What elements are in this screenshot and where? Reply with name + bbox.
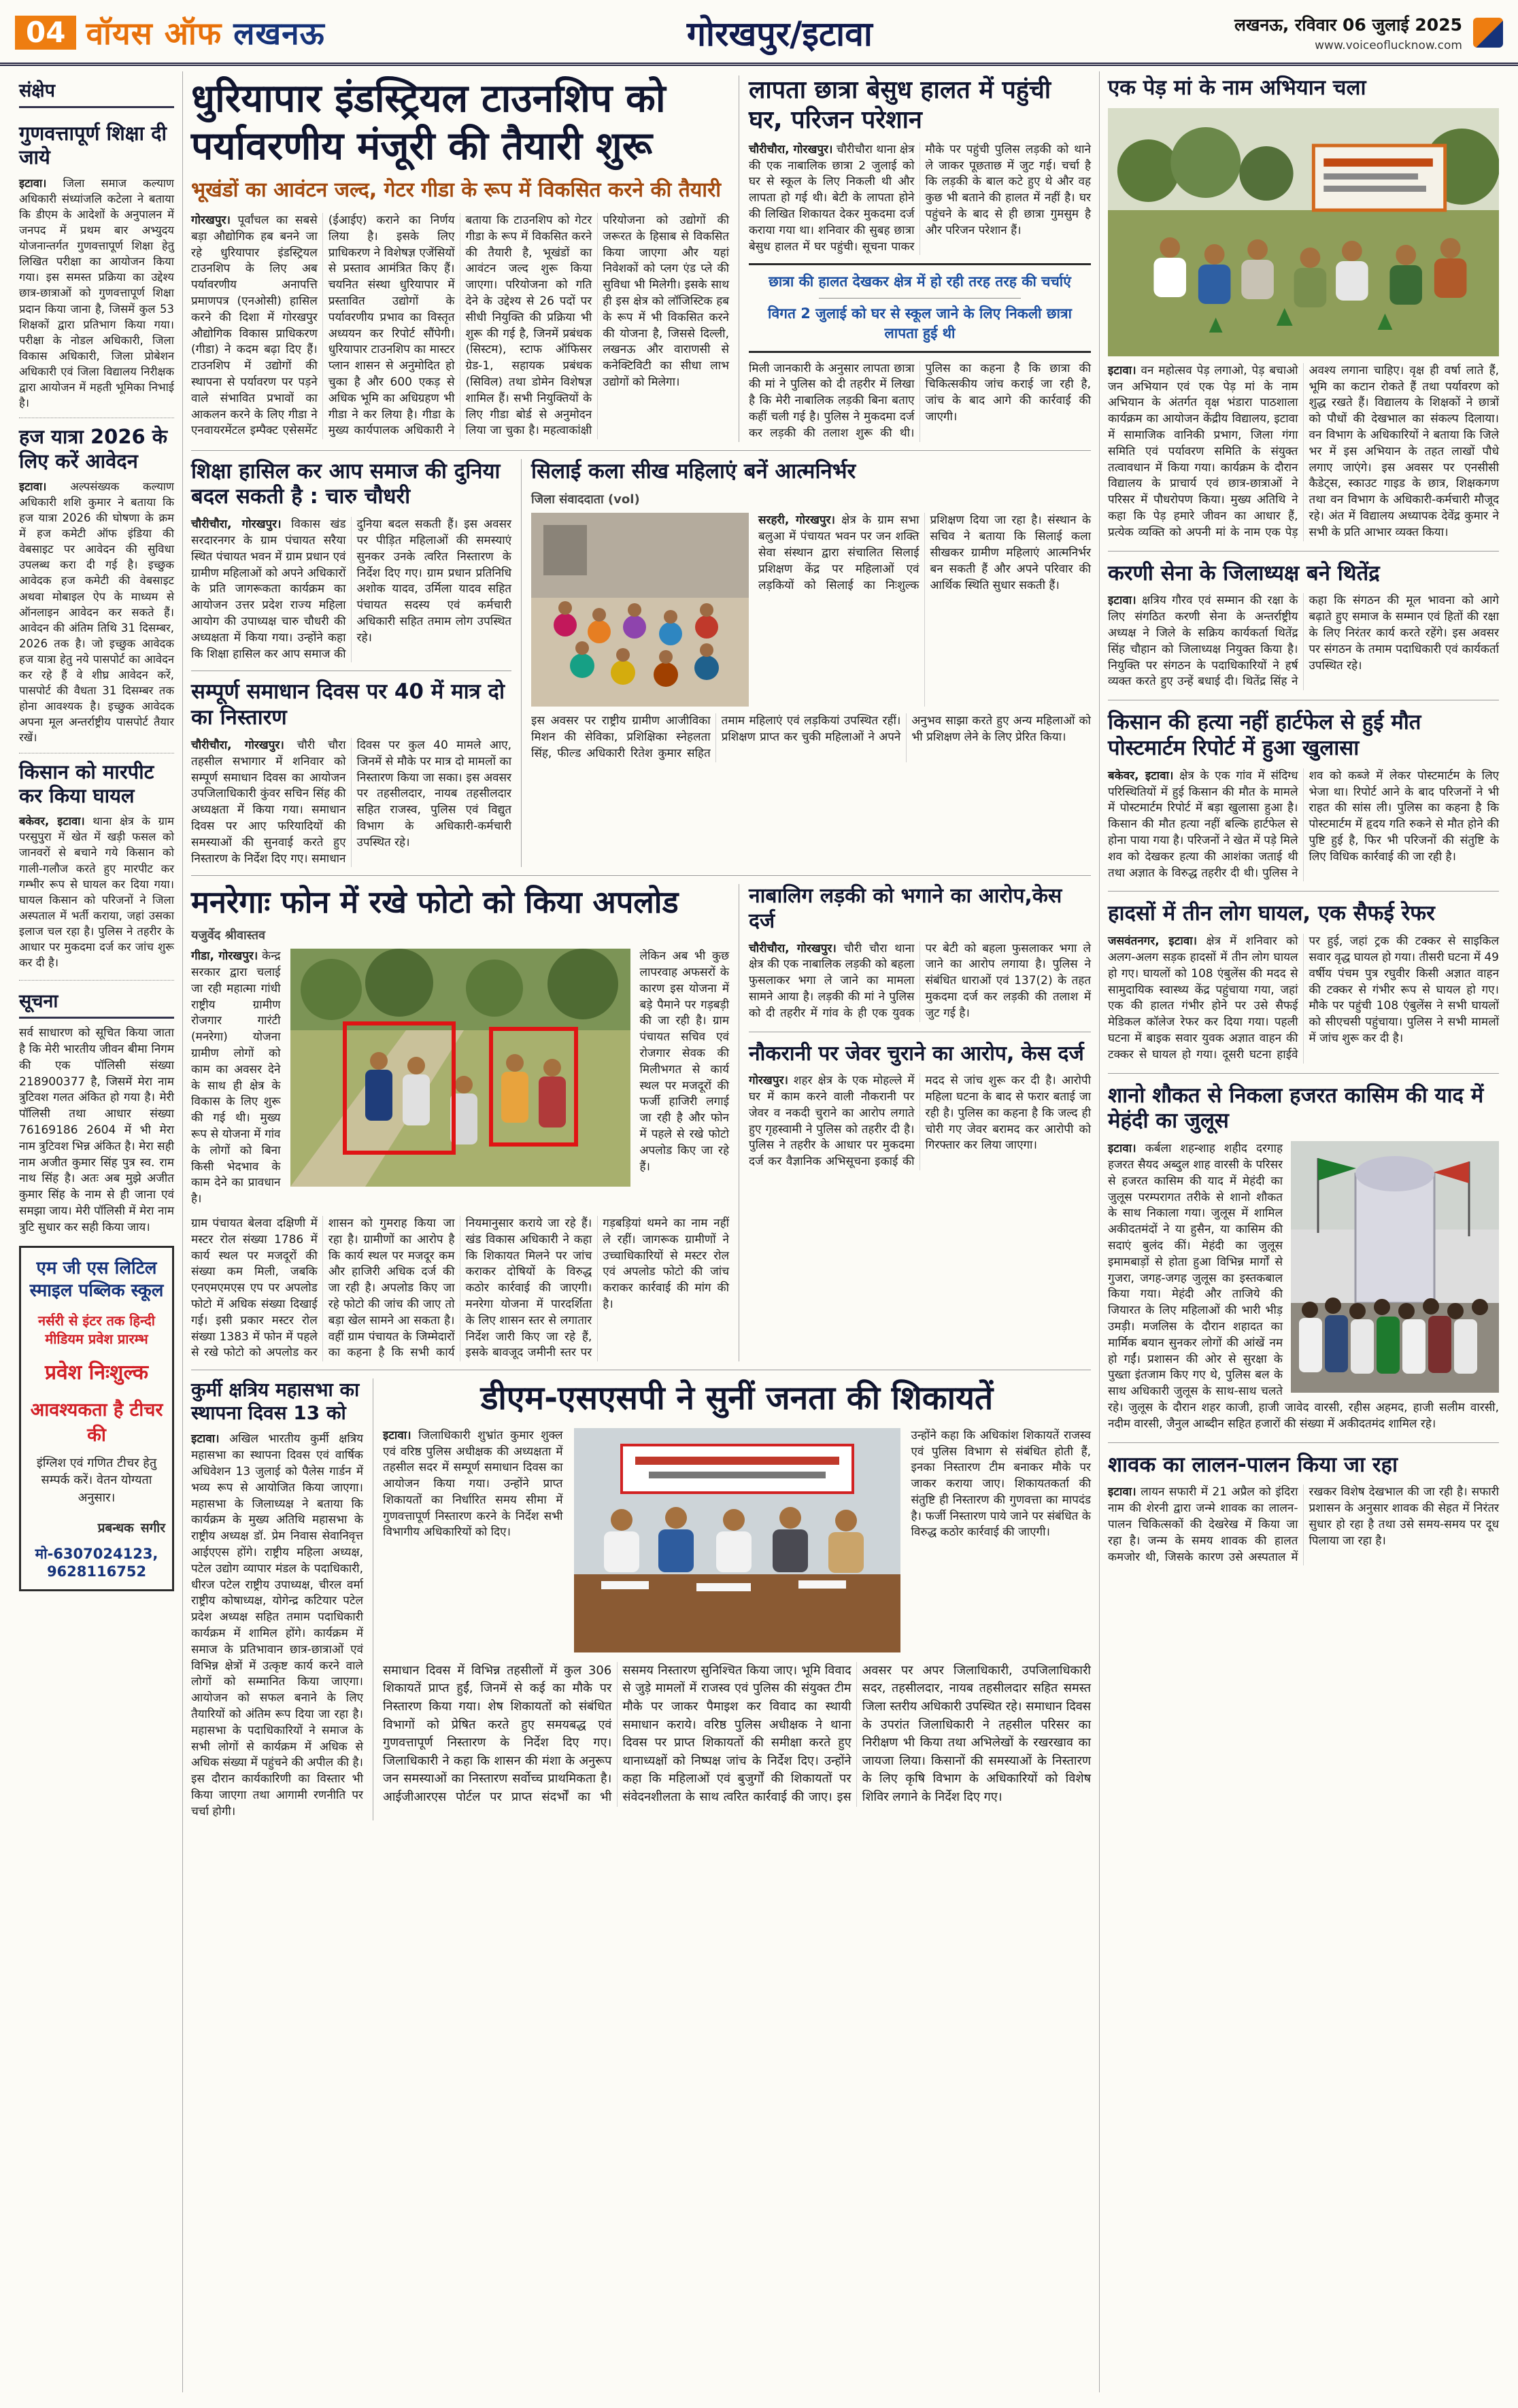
dm-ssp-body-1: जिलाधिकारी शुभ्रांत कुमार शुक्ल एवं वरिष्ठ पुलिस अधीक्षक की अध्यक्षता में तहसील सदर में सम्पूर्ण समाधान दिवस का आयोजन किया गया। उन्होंने प्राप्त शिकायतों का निर्धारित समय सीमा में गुणवत्तापूर्ण निस्तारण करने के निर्देश सभी विभागीय अधिकारियों को दिए। [383, 1428, 563, 1540]
dateline: गोरखपुर। [749, 1074, 788, 1088]
mnrega-body-1: केन्द्र सरकार द्वारा चलाई जा रही महात्मा गांधी राष्ट्रीय ग्रामीण रोजगार गारंटी (मनरेगा) योजना ग्रामीण लोगों को काम का अवसर देने के साथ ही क्षेत्र के विकास के लिए शुरू की गई थी। मुख्य रूप से योजना में गांव के लोगों को बिना किसी भेदभाव के काम देने का प्रावधान है। [191, 949, 281, 1206]
silai-top-row [531, 513, 1091, 707]
paper-name-part2: लखनऊ [222, 15, 325, 52]
lead-headline: धुरियापार इंडस्ट्रियल टाउनशिप को पर्यावरणीय मंजूरी की तैयारी शुरू [191, 76, 666, 169]
school-ad-teacher-wanted: आवश्यकता है टीचर की [30, 1400, 163, 1446]
dateline: सरहरी, गोरखपुर। [758, 513, 835, 528]
naukrani-headline: नौकरानी पर जेवर चुराने का आरोप, केस दर्ज [749, 1041, 1084, 1066]
mnrega-body-3: ग्राम पंचायत बेलवा दक्षिणी में मस्टर रोल संख्या 1786 में कार्य स्थल पर मजदूरों की संख्या कम मिली, जबकि एनएमएमएस एप पर अपलोड फोटो में अधिक संख्या दिखाई गई। इसी प्रकार मस्टर रोल संख्या 1383 में फोन में पहले से रखे फोटो को अपलोड कर शासन को गुमराह किया जा रहा है। ग्रामीणों का आरोप है कि कार्य स्थल पर मजदूर कम और हाजिरी अधिक दर्ज की जा रही है। अपलोड किए जा रहे फोटो की जांच की जाए तो बड़ा खेल सामने आ सकता है। वहीं ग्राम पंचायत के जिम्मेदारों का कहना है कि सभी कार्य नियमानुसार कराये जा रहे हैं। खंड विकास अधिकारी ने कहा कि शिकायत मिलने पर जांच कराकर दोषियों के विरुद्ध कठोर कार्रवाई की जाएगी। मनरेगा योजना में पारदर्शिता के लिए शासन स्तर से लगातार निर्देश जारी किए जा रहे हैं, इसके बावजूद जमीनी स्तर पर गड़बड़ियां थमने का नाम नहीं ले रहीं। जागरूक ग्रामीणों ने उच्चाधिकारियों से मस्टर रोल एवं अपलोड फोटो की जांच कराकर कार्रवाई की मांग की है। [191, 1216, 729, 1360]
page-content [0, 66, 1518, 2392]
cub-body: लायन सफारी में 21 अप्रैल को इंदिरा नाम की शेरनी द्वारा जन्मे शावक का लालन-पालन चिकित्सकों की देखरेख में किया जा रहा है। जन्म के समय शावक की हालत कमजोर थी, जिसके कारण उसे अस्पताल में रखकर विशेष देखभाल की जा रही है। सफारी प्रशासन के अनुसार शावक की सेहत में निरंतर सुधार हो रहा है तथा उसे समय-समय पर दूध पिलाया जा रहा है। [1108, 1485, 1499, 1564]
education-article [191, 459, 511, 663]
mehndi-body-wrap [1108, 1141, 1499, 1432]
kurmi-article [191, 1378, 373, 1820]
crime-stack [739, 884, 1091, 1361]
dateline: इटावा। [1108, 363, 1136, 377]
mnrega-byline: यजुर्वेद श्रीवास्तव [191, 928, 265, 943]
mehndi-body: कर्बला शहन्शाह शहीद दरगाह हजरत सैयद अब्दुल शाह वारसी के परिसर से हजरत कासिम की याद में मेहंदी का जुलूस परम्परागत तरीके से शानो शौकत के साथ निकाला गया। जुलूस में शामिल अकीदतमंदों ने या हुसैन, या कासिम की सदाएं बुलंद कीं। मेहंदी का जुलूस इमामबाड़ों से होता हुआ विभिन्न मार्गों से गुजरा, जगह-जगह जुलूस का इस्तकबाल किया गया। मेहंदी और ताजिये की जियारत के लिए महिलाओं की भारी भीड़ उमड़ी। मजलिस के दौरान शहादत का मार्मिक बयान सुनकर लोगों की आंखें नम हो गईं। प्रशासन की ओर से सुरक्षा के पुख्ता इंतजाम किए गए थे, पुलिस बल के साथ अधिकारी जुलूस के साथ-साथ चलते रहे। जुलूस के दौरान शहर काजी, हाजी जावेद वारसी, रहीस अहमद, हाजी सलीम वारसी, नदीम वारसी, जैनुल आब्दीन सहित हजारों की संख्या में अकीदतमंद शामिल रहे। [1108, 1142, 1499, 1431]
dateline: इटावा। [1108, 594, 1136, 608]
dm-ssp-body-2: उन्होंने कहा कि अधिकांश शिकायतें राजस्व एवं पुलिस विभाग से संबंधित होती हैं, इनका निस्तारण टीम बनाकर मौके पर जाकर कराया जाए। शिकायतकर्ता की संतुष्टि ही निस्तारण की गुणवत्ता का मापदंड है। फर्जी निस्तारण पाये जाने पर संबंधित के विरुद्ध कठोर कार्रवाई की जाएगी। [911, 1428, 1091, 1540]
dm-ssp-meeting-photo [574, 1428, 900, 1652]
dm-ssp-headline: डीएम-एसएसपी ने सुनीं जनता की शिकायतें [480, 1379, 994, 1418]
karni-headline: करणी सेना के जिलाध्यक्ष बने थितेंद्र [1108, 560, 1380, 586]
education-headline: शिक्षा हासिल कर आप समाज की दुनिया बदल सकती है : चारु चौधरी [191, 458, 501, 509]
dateline: इटावा। [1108, 1142, 1136, 1156]
dateline: बकेवर, इटावा। [1108, 768, 1174, 783]
silai-headline: सिलाई कला सीख महिलाएं बनें आत्मनिर्भर [531, 458, 856, 484]
center-row-2 [191, 450, 1091, 868]
school-ad-signoff [28, 1519, 165, 1536]
dateline: इटावा। [19, 176, 47, 190]
brief-headline: हज यात्रा 2026 के लिए करें आवेदन [19, 425, 168, 473]
mnrega-middle-row [191, 949, 729, 1208]
paper-name-part1: वॉयस ऑफ [86, 15, 222, 52]
dateline: गीडा, गोरखपुर। [191, 949, 258, 964]
karni-body: क्षत्रिय गौरव एवं सम्मान की रक्षा के लिए संगठित करणी सेना के अन्तर्राष्ट्रीय अध्यक्ष ने जिले के सक्रिय कार्यकर्ता थितेंद्र सिंह चौहान को जिलाध्यक्ष नियुक्त किया है। नियुक्ति पर संगठन के पदाधिकारियों ने हर्ष व्यक्त करते हुए उन्हें बधाई दी। थितेंद्र सिंह ने कहा कि संगठन की मूल भावना को आगे बढ़ाते हुए समाज के सम्मान एवं हितों की रक्षा के लिए निरंतर कार्य करते रहेंगे। इस अवसर पर संगठन के तमाम पदाधिकारी एवं कार्यकर्ता उपस्थित रहे। [1108, 594, 1499, 689]
page-number: 04 [15, 16, 76, 50]
silai-body-2: इस अवसर पर राष्ट्रीय ग्रामीण आजीविका मिशन की सेविका, प्रशिक्षिका स्नेहलता सिंह, फील्ड अधिकारी रितेश कुमार सहित तमाम महिलाएं एवं लड़कियां उपस्थित रहीं। प्रशिक्षण प्राप्त कर चुकी महिलाओं ने अपने अनुभव साझा करते हुए अन्य महिलाओं को भी प्रशिक्षण लेने के लिए प्रेरित किया। [531, 714, 1091, 760]
missing-girl-body: चौरीचौरा थाना क्षेत्र की एक नाबालिक छात्रा 2 जुलाई को घर से स्कूल के लिए निकली थी और लापता हो गई थी। बेटी के लापता होने की लिखित शिकायत देकर मुकदमा दर्ज कराया गया था। शनिवार की सुबह छात्रा बेसुध हालत में घर पहुंची। सूचना पाकर मौके पर पहुंची पुलिस लड़की को थाने ले जाकर पूछताछ में जुट गई। चर्चा है कि लड़की के बाल कटे हुए थे और वह कुछ भी बताने की हालत में नहीं है। घर पहुंचने के बाद से ही छात्रा गुमसुम है और परिजन परेशान हैं। [749, 142, 1091, 254]
missing-girl-body-2: मिली जानकारी के अनुसार लापता छात्रा की मां ने पुलिस को दी तहरीर में लिखा है कि मेरी नाबालिक लड़की बिना बताए कहीं चली गई है। पुलिस ने मुकदमा दर्ज कर लड़की की तलाश शुरू की थी। पुलिस का कहना है कि छात्रा की चिकित्सकीय जांच कराई जा रही है, जांच के बाद आगे की कार्रवाई की जाएगी। [749, 361, 1091, 440]
dm-ssp-article [373, 1378, 1091, 1820]
tree-body: वन महोत्सव पेड़ लगाओ, पेड़ बचाओ जन अभियान एवं एक पेड़ मां के नाम अभियान के अंतर्गत वृक्ष भंडारा पाठशाला कार्यक्रम का आयोजन केंद्रीय विद्यालय, इटावा में सामाजिक वानिकी प्रभाग, जिला गंगा समिति एवं पर्यावरण समिति के संयुक्त तत्वावधान में किया गया। कार्यक्रम के दौरान विद्यालय के प्राचार्य एवं छात्र-छात्राओं ने परिसर में पौधरोपण किया। मुख्य अतिथि ने कहा कि पेड़ हमारे जीवन का आधार हैं, प्रत्येक व्यक्ति को अपनी मां के नाम एक पेड़ अवश्य लगाना चाहिए। वृक्ष ही वर्षा लाते हैं, भूमि का कटान रोकते हैं तथा पर्यावरण को शुद्ध रखते हैं। विद्यालय के शिक्षकों ने छात्रों को पौधों की देखभाल का संकल्प दिलाया। वन विभाग के अधिकारियों ने बताया कि जिले भर में इस अभियान के तहत लाखों पौधे लगाए जाएंगे। इस अवसर पर एनसीसी कैडेट्स, स्काउट गाइड के छात्र, शिक्षकगण तथा वन विभाग के अधिकारी-कर्मचारी मौजूद रहे। अंत में विद्यालय अध्यापक देवेंद्र कुमार ने सभी के प्रति आभार व्यक्त किया। [1108, 363, 1499, 539]
center-row-1 [191, 75, 1091, 442]
samadhan-article [191, 671, 511, 867]
paper-name [86, 12, 324, 54]
silai-byline: जिला संवाददाता (vol) [531, 492, 640, 507]
brief-body: जिला समाज कल्याण अधिकारी संध्यांजलि कटेला ने बताया कि डीएम के आदेशों के अनुपालन में जनपद में प्रथम बार अभ्युदय योजनान्तर्गत गुणवत्तापूर्ण शिक्षा हेतु लिखित परीक्षा का आयोजन किया गया। इस समस्त प्रक्रिया का उद्देश्य छात्र-छात्राओं को गुणवत्तापूर्ण शिक्षा प्रदान किया जाना है, जिसमें कुल 53 शिक्षकों द्वारा प्रतिभाग किया गया। परीक्षा के नोडल अधिकारी, जिला विकास अधिकारी, जिला प्रोबेशन अधिकारी एवं जिला विद्यालय निरीक्षक द्वारा आयोजन में महती भूमिका निभाई है। [19, 176, 174, 410]
public-notice [19, 980, 174, 1236]
nabalig-article [749, 884, 1091, 1021]
mehndi-procession-photo [1291, 1141, 1499, 1393]
dateline: इटावा। [19, 479, 47, 493]
dateline: जसवंतनगर, इटावा। [1108, 934, 1198, 949]
edition-date: लखनऊ, रविवार 06 जुलाई 2025 [1234, 15, 1462, 35]
accidents-body: क्षेत्र में शनिवार को अलग-अलग सड़क हादसों में तीन लोग घायल हो गए। घायलों को 108 एंबुलेंस की मदद से सामुदायिक स्वास्थ्य केंद्र पहुंचाया गया, जहां एक की हालत गंभीर होने पर उसे सैफई मेडिकल कॉलेज रेफर कर दिया गया। पहली घटना में बाइक सवार युवक अज्ञात वाहन की टक्कर से घायल हो गया। दूसरी घटना हाईवे पर हुई, जहां ट्रक की टक्कर से साइकिल सवार वृद्ध घायल हो गया। तीसरी घटना में 49 वर्षीय पंचम पुत्र रघुवीर किसी अज्ञात वाहन की टक्कर से गंभीर रूप से घायल हो गए। मौके पर पहुंची 108 एंबुलेंस ने सभी घायलों को सीएचसी पहुंचाया। पुलिस ने सभी मामलों में जांच शुरू कर दी है। [1108, 934, 1499, 1062]
brief-headline: गुणवत्तापूर्ण शिक्षा दी जाये [19, 122, 167, 169]
quote-1: छात्रा की हालत देखकर क्षेत्र में हो रही तरह तरह की चर्चाएं [769, 273, 1071, 290]
kurmi-body: अखिल भारतीय कुर्मी क्षत्रिय महासभा का स्थापना दिवस एवं वार्षिक अधिवेशन 13 जुलाई को पैलेस गार्डन में भव्य रूप से आयोजित किया जाएगा। महासभा के जिलाध्यक्ष ने बताया कि कार्यक्रम के मुख्य अतिथि महासभा के राष्ट्रीय अध्यक्ष डॉ. प्रेम निवास सेवानिवृत्त आईएएस होंगे। राष्ट्रीय महिला अध्यक्ष, पटेल उद्योग व्यापार मंडल के पदाधिकारी, धीरज पटेल राष्ट्रीय उपाध्यक्ष, चीरल वर्मा राष्ट्रीय कोषाध्यक्ष, योगेन्द्र कटियार पटेल प्रदेश अध्यक्ष सहित तमाम पदाधिकारी कार्यक्रम में शामिल होंगे। कार्यक्रम में समाज के प्रतिभावान छात्र-छात्राओं एवं विभिन्न क्षेत्रों में उत्कृष्ट कार्य करने वाले लोगों को सम्मानित किया जाएगा। आयोजन को सफल बनाने के लिए तैयारियों को अंतिम रूप दिया जा रहा है। महासभा के पदाधिकारियों ने समाज के सभी लोगों से कार्यक्रम में अधिक से अधिक संख्या में पहुंचने की अपील की है। इस दौरान कार्यकारिणी का विस्तार भी किया जाएगा तथा आगामी रणनीति पर चर्चा होगी। [191, 1432, 364, 1818]
missing-girl-article [739, 75, 1091, 442]
mnrega-article [191, 884, 739, 1361]
brief-headline: किसान को मारपीट कर किया घायल [19, 760, 154, 807]
samadhan-headline: सम्पूर्ण समाधान दिवस पर 40 में मात्र दो का निस्तारण [191, 679, 505, 730]
notice-body: सर्व साधारण को सूचित किया जाता है कि मेरी भारतीय जीवन बीमा निगम की एक पॉलिसी संख्या 218900377 है, जिसमें मेरा नाम त्रुटिवश गलत अंकित हो गया है। मेरी पॉलिसी तथा आधार संख्या 76169186 2604 में भी मेरा नाम त्रुटिवश भिन्न अंकित है। मेरा सही नाम अजीत कुमार सिंह पुत्र स्व. राम नाथ सिंह है। अतः अब मुझे अजीत कुमार सिंह के नाम से ही जाना एवं समझा जाय। मेरी पॉलिसी में मेरा नाम त्रुटि सुधार कर सही किया जाय। [19, 1026, 174, 1234]
nabalig-body: चौरी चौरा थाना क्षेत्र की एक नाबालिक लड़की को बहला फुसलाकर भगा ले जाने का मामला सामने आया है। लड़की की मां ने पुलिस को दी तहरीर में गांव के ही एक युवक पर बेटी को बहला फुसलाकर भगा ले जाने का आरोप लगाया है। पुलिस ने संबंधित धाराओं एवं 137(2) के तहत मुकदमा दर्ज कर लड़की की तलाश में जुट गई है। [749, 941, 1091, 1020]
mnrega-worksite-photo [290, 949, 630, 1187]
school-ad-free-admission: प्रवेश निःशुल्क [44, 1361, 149, 1385]
school-ad-admission-line: नर्सरी से इंटर तक हिन्दी मीडियम प्रवेश प्रारम्भ [38, 1312, 155, 1348]
naukrani-article [749, 1032, 1091, 1170]
brief-article-farmer-assault [19, 753, 174, 978]
briefs-column [11, 71, 182, 2392]
tree-campaign-article [1108, 75, 1499, 541]
dm-ssp-body-3: समाधान दिवस में विभिन्न तहसीलों में कुल 306 शिकायतें प्राप्त हुईं, जिनमें से कई का मौके पर निस्तारण किया गया। शेष शिकायतों को संबंधित विभागों को प्रेषित करते हुए समयबद्ध एवं गुणवत्तापूर्ण निस्तारण के निर्देश दिए गए। जिलाधिकारी ने कहा कि शासन की मंशा के अनुरूप जन समस्याओं का निस्तारण सर्वोच्च प्राथमिकता है। आईजीआरएस पोर्टल पर प्राप्त संदर्भों का भी ससमय निस्तारण सुनिश्चित किया जाए। भूमि विवाद से जुड़े मामलों में राजस्व एवं पुलिस की संयुक्त टीम मौके पर जाकर पैमाइश कर विवाद का स्थायी समाधान कराये। वरिष्ठ पुलिस अधीक्षक ने थाना दिवस पर प्राप्त शिकायतों की समीक्षा करते हुए थानाध्यक्षों को निष्पक्ष जांच के निर्देश दिए। उन्होंने कहा कि महिलाओं एवं बुजुर्गों की शिकायतों पर संवेदनशीलता के साथ त्वरित कार्रवाई की जाए। इस अवसर पर अपर जिलाधिकारी, उपजिलाधिकारी सदर, तहसीलदार, नायब तहसीलदार सहित समस्त जिला स्तरीय अधिकारी उपस्थित रहे। समाधान दिवस के उपरांत जिलाधिकारी ने तहसील परिसर का निरीक्षण भी किया तथा अभिलेखों के रखरखाव का जायजा लिया। किसानों की समस्याओं के निस्तारण के लिए कृषि विभाग के अधिकारियों को विशेष शिविर लगाने के निर्देश दिए गए। [383, 1663, 1091, 1805]
mehndi-procession-article [1108, 1073, 1499, 1433]
cub-headline: शावक का लालन-पालन किया जा रहा [1108, 1452, 1398, 1477]
masthead-left [15, 12, 325, 54]
education-stack [191, 459, 522, 868]
nabalig-headline: नाबालिग लड़की को भगाने का आरोप,केस दर्ज [749, 884, 1062, 933]
tree-headline: एक पेड़ मां के नाम अभियान चला [1108, 75, 1366, 100]
dateline: इटावा। [1108, 1485, 1136, 1499]
naukrani-body: शहर क्षेत्र के एक मोहल्ले में घर में काम करने वाली नौकरानी पर जेवर व नकदी चुराने का आरोप लगाते हुए गृहस्वामी ने पुलिस को तहरीर दी है। पुलिस ने तहरीर के आधार पर मुकदमा दर्ज कर वैज्ञानिक अभिसूचना इकाई की मदद से जांच शुरू कर दी है। आरोपी महिला घटना के बाद से फरार बताई जा रही है। पुलिस का कहना है कि जल्द ही चोरी गए जेवर बरामद कर आरोपी को गिरफ्तार कर लिया जाएगा। [749, 1074, 1091, 1169]
dateline: इटावा। [383, 1428, 411, 1442]
brief-body: अल्पसंख्यक कल्याण अधिकारी शशि कुमार ने बताया कि हज यात्रा 2026 की घोषणा के क्रम में हज कमेटी ऑफ इंडिया की वेबसाइट पर आवेदन की सुविधा उपलब्ध करा दी गई है। इच्छुक आवेदक हज कमेटी की वेबसाइट अथवा मोबाइल ऐप के माध्यम से ऑनलाइन आवेदन कर सकते हैं। आवेदन की अंतिम तिथि 31 दिसम्बर, 2026 तक है। जो इच्छुक आवेदक हज यात्रा हेतु नये पासपोर्ट का आवेदन कर रहे हैं वे शीघ्र आवेदन करें, पासपोर्ट की वैधता 31 दिसम्बर तक होना आवश्यक है। इच्छुक आवेदक अपना मूल अन्तर्राष्ट्रीय पासपोर्ट तैयार रखें। [19, 479, 174, 745]
right-column [1099, 71, 1507, 2392]
missing-girl-headline: लापता छात्रा बेसुध हालत में पहुंची घर, परिजन परेशान [749, 76, 1051, 134]
farmer-death-body: क्षेत्र के एक गांव में संदिग्ध परिस्थितियों में हुई किसान की मौत के मामले में पोस्टमार्टम रिपोर्ट में बड़ा खुलासा हुआ है। किसान की मौत हत्या नहीं बल्कि हार्टफेल से होना पाया गया है। परिजनों ने खेत में पड़े मिले शव को देखकर हत्या की आशंका जताई थी तथा अज्ञात के विरुद्ध तहरीर दी थी। पुलिस ने शव को कब्जे में लेकर पोस्टमार्टम के लिए भेजा था। रिपोर्ट आने के बाद परिजनों ने भी राहत की सांस ली। पुलिस का कहना है कि पोस्टमार्टम में हृदय गति रुकने से मौत होने की पुष्टि हुई है, फिर भी परिजनों की संतुष्टि के लिए विधिक कार्रवाई की जा रही है। [1108, 768, 1499, 880]
brief-article-haj-2026 [19, 418, 174, 752]
mehndi-headline: शानो शौकत से निकला हजरत कासिम की याद में मेहंदी का जुलूस [1108, 1083, 1484, 1134]
farmer-death-article [1108, 700, 1499, 881]
silai-training-photo [531, 513, 749, 707]
dm-ssp-middle-row [383, 1428, 1091, 1652]
briefs-label: संक्षेप [19, 75, 174, 108]
accidents-headline: हादसों में तीन लोग घायल, एक सैफई रेफर [1108, 901, 1435, 926]
dm-ssp-photo-graphic [574, 1428, 900, 1652]
kurmi-headline: कुर्मी क्षत्रिय महासभा का स्थापना दिवस 13 को [191, 1378, 360, 1425]
school-ad-title: एम जी एस लिटिल स्माइल पब्लिक स्कूल [29, 1257, 164, 1302]
lead-subhead: भूखंडों का आवंटन जल्द, गेटर गीडा के रूप में विकसित करने की तैयारी [191, 178, 722, 203]
lead-body: पूर्वांचल का सबसे बड़ा औद्योगिक हब बनने जा रहे धुरियापार इंडस्ट्रियल टाउनशिप के लिए अब पर्यावरणीय अनापत्ति प्रमाणपत्र (एनओसी) हासिल करने की दिशा में गोरखपुर औद्योगिक विकास प्राधिकरण (गीडा) ने कदम बढ़ा दिए हैं। टाउनशिप में उद्योगों की स्थापना से पर्यावरण पर पड़ने वाले संभावित प्रभावों का आकलन करने के लिए गीडा ने एनवायरमेंटल इम्पैक्ट एसेसमेंट (ईआईए) कराने का निर्णय लिया है। इसके लिए प्राधिकरण ने विशेषज्ञ एजेंसियों से प्रस्ताव आमंत्रित किए हैं। चयनित संस्था धुरियापार में प्रस्तावित उद्योगों के पर्यावरणीय प्रभाव का विस्तृत अध्ययन कर रिपोर्ट सौंपेगी। धुरियापार टाउनशिप का मास्टर प्लान शासन से अनुमोदित हो चुका है और 600 एकड़ से अधिक भूमि का अधिग्रहण भी गीडा ने कर लिया है। गीडा के मुख्य कार्यपालक अधिकारी ने बताया कि टाउनशिप को गेटर गीडा के रूप में विकसित करने की तैयारी है, भूखंडों का आवंटन जल्द शुरू किया जाएगा। परियोजना को गति देने के उद्देश्य से 26 पदों पर सीधी नियुक्ति की प्रक्रिया भी शुरू की गई है, जिनमें प्रबंधक (सिस्टम), स्टाफ ऑफिसर ग्रेड-1, सहायक प्रबंधक (सिविल) तथा डोमेन विशेषज्ञ शामिल हैं। सभी नियुक्तियों के लिए गीडा बोर्ड से अनुमोदन लिया जा चुका है। महत्वाकांक्षी परियोजना को उद्योगों की जरूरत के हिसाब से विकसित किया जाएगा और यहां निवेशकों को प्लग एंड प्ले की सुविधा भी मिलेगी। इसके साथ ही इस क्षेत्र को लॉजिस्टिक हब के रूप में भी विकसित करने की योजना है, जिससे दिल्ली, लखनऊ और वाराणसी से कनेक्टिविटी का सीधा लाभ उद्योगों को मिलेगा। [191, 214, 729, 438]
dateline: चौरीचौरा, गोरखपुर। [749, 941, 837, 955]
center-row-4 [191, 1370, 1091, 1820]
school-ad [19, 1246, 174, 1591]
center-row-3 [191, 875, 1091, 1361]
dateline: गोरखपुर। [191, 214, 231, 228]
masthead-right [1234, 13, 1462, 52]
mnrega-body-2: लेकिन अब भी कुछ लापरवाह अफसरों के कारण इस योजना में बड़े पैमाने पर गड़बड़ी की जा रही है। ग्राम पंचायत सचिव एवं रोजगार सेवक की मिलीभगत से कार्य स्थल पर मजदूरों की फर्जी हाजिरी लगाई जा रही है और फोन में पहले से रखे फोटो अपलोड किए जा रहे हैं। [639, 949, 729, 1174]
silai-article [522, 459, 1091, 868]
lead-article [191, 75, 739, 442]
lion-cub-article [1108, 1442, 1499, 1566]
education-body: विकास खंड सरदारनगर के ग्राम पंचायत सरैया स्थित पंचायत भवन में ग्राम प्रधान एवं ग्रामीण महिलाओं को अपने अधिकारों के प्रति जागरूकता कार्यक्रम का आयोजन उत्तर प्रदेश राज्य महिला आयोग की उपाध्यक्ष चारु चौधरी की अध्यक्षता में किया गया। उन्होंने कहा कि शिक्षा हासिल कर आप समाज की दुनिया बदल सकती हैं। इस अवसर पर पीड़ित महिलाओं की समस्याएं सुनकर उनके त्वरित निस्तारण के निर्देश दिए गए। ग्राम प्रधान प्रतिनिधि अशोक यादव, उर्मिला यादव सहित पंचायत सदस्य एवं कर्मचारी अधिकारी सहित तमाम लोग उपस्थित रहे। [191, 518, 511, 661]
center-region [182, 71, 1099, 2392]
samadhan-body: चौरी चौरा तहसील सभागार में शनिवार को सम्पूर्ण समाधान दिवस का आयोजन उपजिलाधिकारी कुंवर सचिन सिंह की अध्यक्षता में किया गया। समाधान दिवस पर आए फरियादियों की समस्याओं की सुनवाई करते हुए निस्तारण के निर्देश दिए गए। समाधान दिवस पर कुल 40 मामले आए, जिनमें से मौके पर मात्र दो मामलों का निस्तारण किया जा सका। इस अवसर पर तहसीलदार, नायब तहसीलदार सहित राजस्व, पुलिस एवं विद्युत विभाग के अधिकारी-कर्मचारी उपस्थित रहे। [191, 738, 511, 866]
dateline: इटावा। [191, 1432, 220, 1446]
paper-logo-mark [1473, 18, 1503, 48]
school-ad-detail: इंग्लिश एवं गणित टीचर हेतु सम्पर्क करें। वेतन योग्यता अनुसार। [36, 1456, 157, 1505]
dateline: चौरीचौरा, गोरखपुर। [749, 142, 833, 156]
quote-divider [819, 298, 1021, 299]
mnrega-photo-graphic [290, 949, 630, 1187]
brief-body: थाना क्षेत्र के ग्राम परसुपुरा में खेत में खड़ी फसल को जानवरों से बचाने गये किसान को गाली-गलौज करते हुए मारपीट कर गम्भीर रूप से घायल कर दिया गया। घायल किसान को परिजनों ने जिला अस्पताल में भर्ती कराया, जहां उसका इलाज चल रहा है। पुलिस ने तहरीर के आधार पर मुकदमा दर्ज कर जांच शुरू कर दी है। [19, 815, 175, 970]
dateline: बकेवर, इटावा। [19, 815, 85, 828]
masthead [0, 0, 1518, 66]
school-ad-phone: मो-6307024123, 9628116752 [35, 1545, 158, 1580]
missing-girl-quote-box [749, 263, 1091, 352]
accidents-article [1108, 891, 1499, 1063]
farmer-death-headline: किसान की हत्या नहीं हार्टफेल से हुई मौत पोस्टमार्टम रिपोर्ट में हुआ खुलासा [1108, 710, 1421, 760]
silai-body: क्षेत्र के ग्राम सभा बलुआ में पंचायत भवन पर जन शक्ति सेवा संस्थान द्वारा संचालित सिलाई प्रशिक्षण केंद्र पर महिलाओं एवं लड़कियों को सिलाई का निःशुल्क प्रशिक्षण दिया जा रहा है। संस्थान के सचिव ने बताया कि सिलाई कला सीखकर ग्रामीण महिलाएं आत्मनिर्भर बन सकती हैं और अपने परिवार की आर्थिक स्थिति सुधार सकती हैं। [758, 513, 1091, 592]
silai-photo-graphic [531, 513, 749, 707]
school-ad-role: प्रबन्धक [97, 1520, 134, 1536]
dateline: चौरीचौरा, गोरखपुर। [191, 518, 282, 532]
mnrega-headline: मनरेगाः फोन में रखे फोटो को किया अपलोड [191, 884, 679, 921]
school-ad-name: सगीर [140, 1520, 165, 1536]
notice-label: सूचना [19, 986, 174, 1019]
dateline: चौरीचौरा, गोरखपुर। [191, 738, 284, 752]
tree-photo-graphic [1108, 108, 1499, 356]
website-link[interactable]: www.voiceoflucknow.com [1315, 39, 1462, 52]
tree-plantation-photo [1108, 108, 1499, 356]
karni-sena-article [1108, 551, 1499, 691]
brief-article-quality-education [19, 115, 174, 418]
section-title: गोरखपुर/इटावा [686, 14, 873, 54]
mehndi-photo-graphic [1291, 1141, 1499, 1393]
quote-2: विगत 2 जुलाई को घर से स्कूल जाने के लिए निकली छात्रा लापता हुई थी [768, 305, 1072, 342]
